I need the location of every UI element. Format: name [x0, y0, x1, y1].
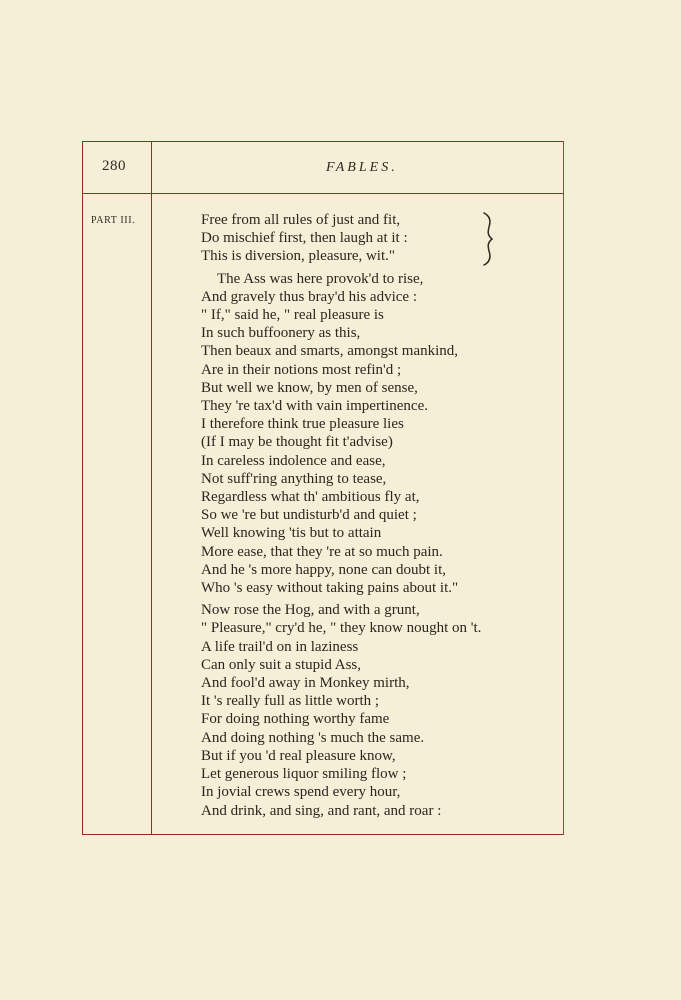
- poem-line: So we 're but undisturb'd and quiet ;: [201, 507, 417, 524]
- poem-line: For doing nothing worthy fame: [201, 711, 390, 728]
- stanza-1: [201, 211, 551, 266]
- poem-line: The Ass was here provok'd to rise,: [217, 270, 424, 287]
- running-title: FABLES.: [326, 160, 398, 175]
- poem-line: A life trail'd on in laziness: [201, 638, 359, 655]
- page-number: 280: [102, 158, 126, 174]
- poem-line: Are in their notions most refin'd ;: [201, 361, 402, 378]
- poem-line: And he 's more happy, none can doubt it,: [201, 561, 447, 578]
- poem-line: They 're tax'd with vain impertinence.: [201, 398, 428, 415]
- poem-line: Who 's easy without taking pains about it.": [201, 580, 459, 597]
- poem-line: More ease, that they 're at so much pain.: [201, 543, 443, 560]
- poem-line: Then beaux and smarts, amongst mankind,: [201, 343, 459, 360]
- poem-line: This is diversion, pleasure, wit.": [201, 248, 396, 265]
- part-label: PART III.: [91, 215, 136, 226]
- poem-line: Well knowing 'tis but to attain: [201, 525, 382, 542]
- poem-line: And gravely thus bray'd his advice :: [201, 288, 417, 305]
- poem-line: Free from all rules of just and fit,: [201, 212, 401, 228]
- poem-line: Regardless what th' ambitious fly at,: [201, 489, 420, 506]
- poem-text: [201, 211, 551, 820]
- header-rule: [82, 193, 564, 194]
- stanza-2: [201, 270, 551, 598]
- poem-line: Can only suit a stupid Ass,: [201, 656, 362, 673]
- poem-line: Let generous liquor smiling flow ;: [201, 766, 407, 783]
- poem-line: In careless indolence and ease,: [201, 452, 386, 469]
- poem-line: Do mischief first, then laugh at it :: [201, 230, 408, 247]
- right-column-rule: [563, 141, 564, 835]
- poem-line: But well we know, by men of sense,: [201, 379, 418, 396]
- poem-line: It 's really full as little worth ;: [201, 693, 380, 710]
- poem-line: In such buffoonery as this,: [201, 325, 361, 342]
- poem-line: And fool'd away in Monkey mirth,: [201, 675, 410, 692]
- poem-line: (If I may be thought fit t'advise): [201, 434, 393, 451]
- poem-line: Now rose the Hog, and with a grunt,: [201, 602, 420, 619]
- poem-line: " If," said he, " real pleasure is: [201, 307, 384, 324]
- poem-line: In jovial crews spend every hour,: [201, 784, 401, 801]
- poem-line: And doing nothing 's much the same.: [201, 729, 425, 746]
- poem-line: And drink, and sing, and rant, and roar :: [201, 802, 442, 819]
- poem-line: But if you 'd real pleasure know,: [201, 747, 396, 764]
- left-column-rule: [151, 141, 152, 835]
- stanza-3: [201, 601, 551, 819]
- poem-line: Not suff'ring anything to tease,: [201, 470, 387, 487]
- poem-line: I therefore think true pleasure lies: [201, 416, 404, 433]
- poem-line: " Pleasure," cry'd he, " they know nought on 't.: [201, 620, 482, 637]
